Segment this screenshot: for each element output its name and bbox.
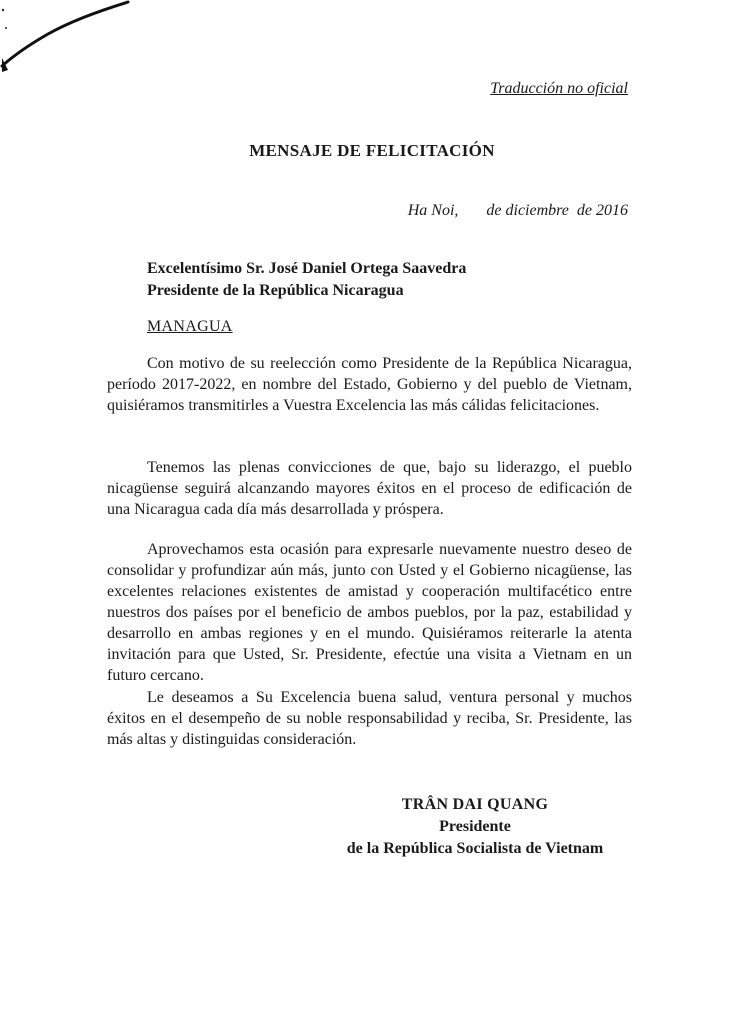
paragraph-congratulations bbox=[107, 353, 632, 416]
dateline-date: de diciembre de 2016 bbox=[486, 202, 628, 219]
signatory-title: Presidente bbox=[439, 818, 511, 835]
paragraph-text: Le deseamos a Su Excelencia buena salud, ventura personal y muchos éxitos en el desempeño de su noble responsabilidad y reciba, Sr. Presidente, las más altas y distinguidas consideración. bbox=[107, 689, 632, 748]
paragraph-text: Tenemos las plenas convicciones de que, bajo su liderazgo, el pueblo nicagüense seguirá alcanzando mayores éxitos en el proceso de edificación de una Nicaragua cada día más desarrollada y próspera. bbox=[107, 459, 632, 518]
recipient-name: Excelentísimo Sr. José Daniel Ortega Saavedra bbox=[147, 260, 467, 277]
recipient-block bbox=[147, 258, 466, 302]
translation-note: Traducción no oficial bbox=[490, 80, 628, 97]
document-title: MENSAJE DE FELICITACIÓN bbox=[249, 141, 495, 160]
paragraph-text: Con motivo de su reelección como Presidente de la República Nicaragua, período 2017-2022, en nombre del Estado, Gobierno y del pueblo de Vietnam, quisiéramos transmitirles a Vuestra Excelencia las más cálidas felicitaciones. bbox=[107, 355, 632, 414]
dateline-city: Ha Noi, bbox=[407, 202, 459, 219]
recipient-city: MANAGUA bbox=[147, 318, 233, 335]
dateline bbox=[408, 202, 628, 220]
pen-stroke-mark bbox=[0, 0, 140, 80]
recipient-title: Presidente de la República Nicaragua bbox=[147, 282, 404, 299]
paragraph-relations bbox=[107, 539, 632, 686]
signatory-institution: de la República Socialista de Vietnam bbox=[346, 840, 604, 857]
signature-block bbox=[330, 794, 620, 860]
paragraph-text: Aprovechamos esta ocasión para expresarle nuevamente nuestro deseo de consolidar y profundizar aún más, junto con Usted y el Gobierno nicagüense, las excelentes relaciones existentes de amistad y cooperación multifacético entre nuestros dos países por el beneficio de ambos pueblos, por la paz, estabilidad y desarrollo en ambas regiones y en el mundo. Quisiéramos reiterarle la atenta invitación para que Usted, Sr. Presidente, efectúe una visita a Vietnam en un futuro cercano. bbox=[107, 541, 632, 684]
paragraph-closing bbox=[107, 687, 632, 750]
signatory-name: TRÂN DAI QUANG bbox=[401, 796, 549, 813]
paragraph-convictions bbox=[107, 457, 632, 520]
